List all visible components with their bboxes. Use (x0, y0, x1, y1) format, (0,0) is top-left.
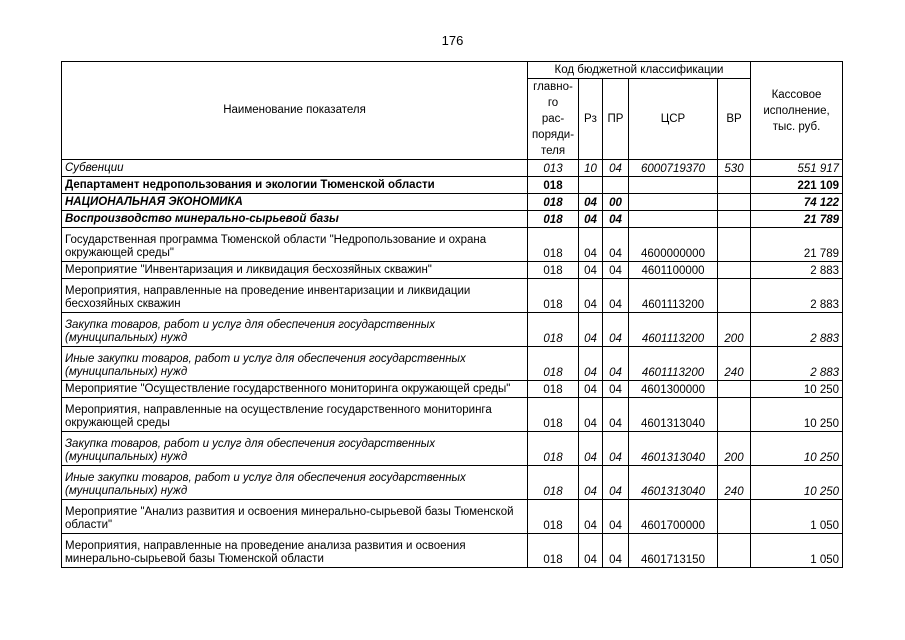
row-amount: 10 250 (751, 466, 843, 500)
row-glavny: 018 (528, 313, 579, 347)
row-glavny: 018 (528, 466, 579, 500)
header-glavny: главно-го рас-поряди-теля (528, 79, 579, 160)
row-rz: 04 (579, 279, 603, 313)
row-name: Мероприятия, направленные на осуществление государственного мониторинга окружающей среды (62, 398, 528, 432)
header-code-group: Код бюджетной классификации (528, 62, 751, 79)
table-row (62, 228, 843, 262)
row-csr: 4601700000 (629, 500, 718, 534)
row-csr: 4601313040 (629, 398, 718, 432)
row-name: Субвенции (62, 160, 528, 177)
row-vr (718, 262, 751, 279)
row-amount: 1 050 (751, 534, 843, 568)
header-amount: Кассовое исполнение, тыс. руб. (751, 62, 843, 160)
row-name: Закупка товаров, работ и услуг для обеспечения государственных (муниципальных) нужд (62, 432, 528, 466)
row-rz: 10 (579, 160, 603, 177)
row-glavny: 018 (528, 228, 579, 262)
table-row (62, 534, 843, 568)
table-row (62, 347, 843, 381)
row-glavny: 018 (528, 534, 579, 568)
row-name: Мероприятие "Анализ развития и освоения минерально-сырьевой базы Тюменской области" (62, 500, 528, 534)
row-rz: 04 (579, 347, 603, 381)
row-rz: 04 (579, 228, 603, 262)
row-amount: 551 917 (751, 160, 843, 177)
row-name: Воспроизводство минерально-сырьевой базы (62, 211, 528, 228)
row-pr: 04 (603, 347, 629, 381)
row-csr (629, 194, 718, 211)
row-rz: 04 (579, 398, 603, 432)
row-amount: 21 789 (751, 211, 843, 228)
row-rz: 04 (579, 534, 603, 568)
header-name: Наименование показателя (62, 62, 528, 160)
row-vr: 240 (718, 466, 751, 500)
row-csr: 4601100000 (629, 262, 718, 279)
row-glavny: 018 (528, 398, 579, 432)
row-pr: 04 (603, 313, 629, 347)
table-row (62, 262, 843, 279)
budget-table (61, 61, 843, 568)
table-row (62, 398, 843, 432)
row-vr: 200 (718, 313, 751, 347)
page-number: 176 (441, 33, 464, 48)
row-csr: 4601313040 (629, 466, 718, 500)
row-name: Закупка товаров, работ и услуг для обеспечения государственных (муниципальных) нужд (62, 313, 528, 347)
row-vr (718, 177, 751, 194)
row-rz: 04 (579, 262, 603, 279)
row-pr: 04 (603, 211, 629, 228)
row-pr (603, 177, 629, 194)
row-vr (718, 279, 751, 313)
row-pr: 04 (603, 160, 629, 177)
row-vr (718, 381, 751, 398)
row-amount: 10 250 (751, 398, 843, 432)
row-csr (629, 177, 718, 194)
table-row (62, 279, 843, 313)
row-name: НАЦИОНАЛЬНАЯ ЭКОНОМИКА (62, 194, 528, 211)
row-rz: 04 (579, 381, 603, 398)
row-pr: 04 (603, 534, 629, 568)
table-row (62, 500, 843, 534)
row-vr (718, 194, 751, 211)
row-csr: 4601300000 (629, 381, 718, 398)
table-row (62, 313, 843, 347)
row-amount: 74 122 (751, 194, 843, 211)
row-pr: 04 (603, 381, 629, 398)
row-glavny: 018 (528, 262, 579, 279)
row-csr: 4601113200 (629, 279, 718, 313)
row-amount: 2 883 (751, 262, 843, 279)
row-glavny: 018 (528, 347, 579, 381)
row-rz: 04 (579, 211, 603, 228)
table-row (62, 466, 843, 500)
row-name: Иные закупки товаров, работ и услуг для обеспечения государственных (муниципальных) нужд (62, 347, 528, 381)
row-glavny: 018 (528, 177, 579, 194)
table-row (62, 381, 843, 398)
row-vr (718, 211, 751, 228)
header-pr: ПР (603, 79, 629, 160)
row-csr (629, 211, 718, 228)
table-row (62, 211, 843, 228)
row-csr: 4600000000 (629, 228, 718, 262)
row-rz: 04 (579, 500, 603, 534)
row-name: Государственная программа Тюменской области "Недропользование и охрана окружающей среды" (62, 228, 528, 262)
table-row (62, 194, 843, 211)
row-name: Мероприятие "Инвентаризация и ликвидация бесхозяйных скважин" (62, 262, 528, 279)
row-vr: 240 (718, 347, 751, 381)
row-pr: 04 (603, 398, 629, 432)
row-amount: 10 250 (751, 381, 843, 398)
table-row (62, 160, 843, 177)
row-pr: 04 (603, 500, 629, 534)
row-name: Департамент недропользования и экологии Тюменской области (62, 177, 528, 194)
row-amount: 2 883 (751, 347, 843, 381)
row-vr: 200 (718, 432, 751, 466)
row-amount: 221 109 (751, 177, 843, 194)
row-pr: 04 (603, 432, 629, 466)
row-pr: 04 (603, 466, 629, 500)
row-rz: 04 (579, 313, 603, 347)
row-glavny: 018 (528, 211, 579, 228)
row-vr (718, 534, 751, 568)
row-amount: 2 883 (751, 313, 843, 347)
row-glavny: 018 (528, 381, 579, 398)
row-glavny: 018 (528, 500, 579, 534)
row-name: Мероприятия, направленные на проведение анализа развития и освоения минерально-сырьевой базы Тюменской области (62, 534, 528, 568)
row-amount: 1 050 (751, 500, 843, 534)
header-csr: ЦСР (629, 79, 718, 160)
row-name: Мероприятия, направленные на проведение инвентаризации и ликвидации бесхозяйных скважин (62, 279, 528, 313)
row-pr: 04 (603, 228, 629, 262)
row-pr: 00 (603, 194, 629, 211)
row-rz (579, 177, 603, 194)
row-csr: 4601113200 (629, 313, 718, 347)
row-glavny: 013 (528, 160, 579, 177)
table-row (62, 432, 843, 466)
row-amount: 2 883 (751, 279, 843, 313)
row-rz: 04 (579, 432, 603, 466)
table-row (62, 177, 843, 194)
row-pr: 04 (603, 262, 629, 279)
row-pr: 04 (603, 279, 629, 313)
row-csr: 4601713150 (629, 534, 718, 568)
row-rz: 04 (579, 194, 603, 211)
row-csr: 6000719370 (629, 160, 718, 177)
header-vr: ВР (718, 79, 751, 160)
row-rz: 04 (579, 466, 603, 500)
row-vr (718, 228, 751, 262)
row-vr (718, 398, 751, 432)
row-name: Иные закупки товаров, работ и услуг для обеспечения государственных (муниципальных) нужд (62, 466, 528, 500)
row-csr: 4601113200 (629, 347, 718, 381)
row-amount: 10 250 (751, 432, 843, 466)
row-name: Мероприятие "Осуществление государственного мониторинга окружающей среды" (62, 381, 528, 398)
row-vr (718, 500, 751, 534)
row-glavny: 018 (528, 432, 579, 466)
row-amount: 21 789 (751, 228, 843, 262)
row-csr: 4601313040 (629, 432, 718, 466)
header-rz: Рз (579, 79, 603, 160)
row-glavny: 018 (528, 194, 579, 211)
row-vr: 530 (718, 160, 751, 177)
row-glavny: 018 (528, 279, 579, 313)
